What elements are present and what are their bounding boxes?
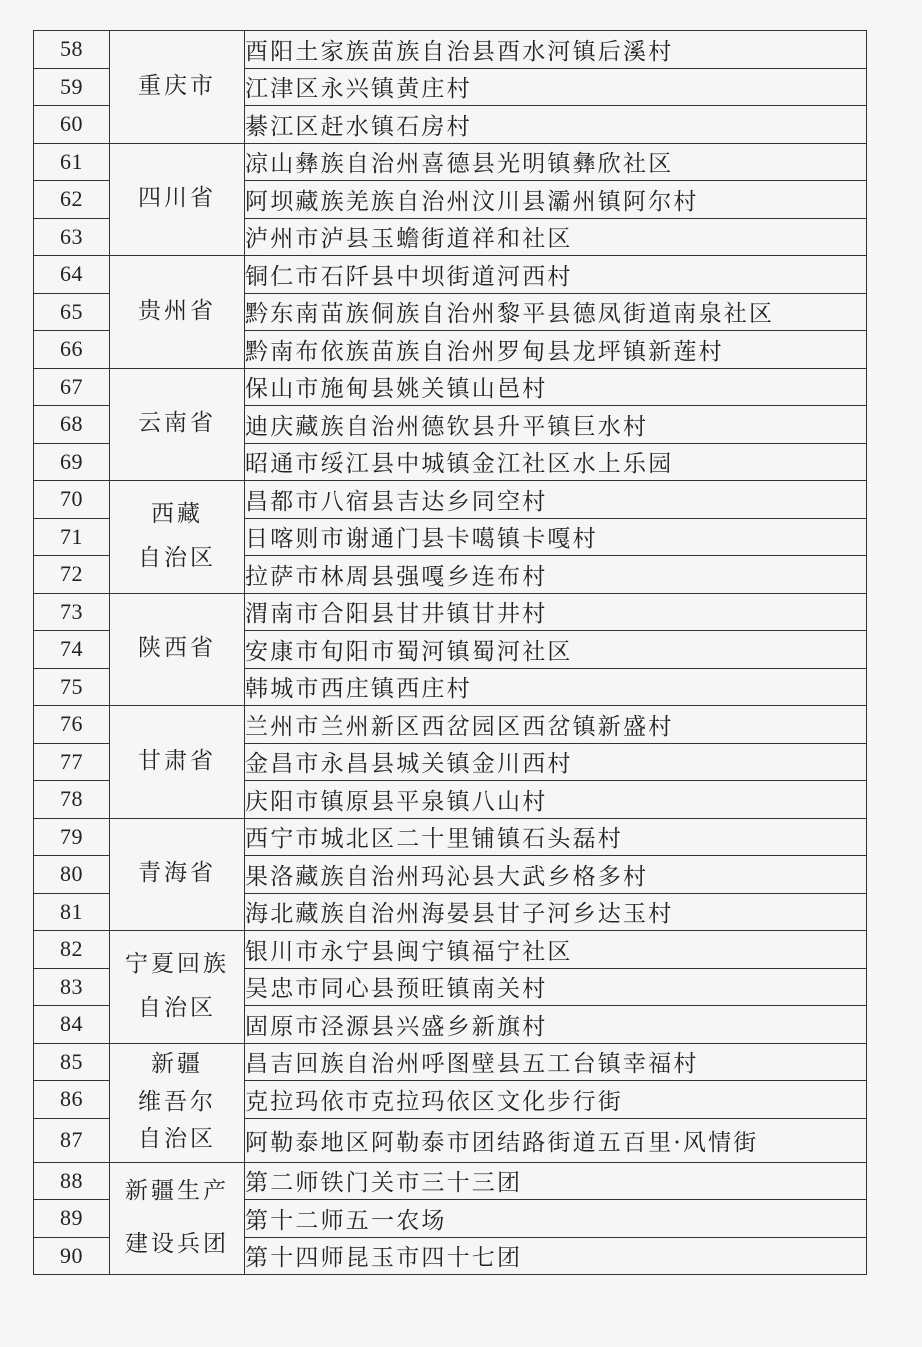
row-number: 77	[34, 743, 110, 781]
unit-name: 西宁市城北区二十里铺镇石头磊村	[245, 818, 867, 856]
province-name: 陕西省	[138, 635, 216, 662]
unit-name: 拉萨市林周县强嘎乡连布村	[245, 556, 867, 594]
province-name: 甘肃省	[138, 747, 216, 774]
table-row	[34, 31, 867, 69]
province-cell	[110, 481, 245, 594]
unit-name: 阿坝藏族羌族自治州汶川县灞州镇阿尔村	[245, 181, 867, 219]
table-row	[34, 593, 867, 631]
unit-name: 吴忠市同心县预旺镇南关村	[245, 968, 867, 1006]
row-number: 86	[34, 1081, 110, 1119]
row-number: 59	[34, 68, 110, 106]
province-name-line: 宁夏回族	[125, 951, 229, 978]
unit-name: 日喀则市谢通门县卡噶镇卡嘎村	[245, 518, 867, 556]
table-row	[34, 143, 867, 181]
province-name-line: 建设兵团	[125, 1231, 229, 1258]
unit-name: 银川市永宁县闽宁镇福宁社区	[245, 931, 867, 969]
unit-name: 昌吉回族自治州呼图壁县五工台镇幸福村	[245, 1043, 867, 1081]
unit-name: 昌都市八宿县吉达乡同空村	[245, 481, 867, 519]
unit-name: 固原市泾源县兴盛乡新旗村	[245, 1006, 867, 1044]
row-number: 62	[34, 181, 110, 219]
row-number: 58	[34, 31, 110, 69]
row-number: 70	[34, 481, 110, 519]
unit-name: 韩城市西庄镇西庄村	[245, 668, 867, 706]
province-name-line: 自治区	[138, 544, 216, 571]
row-number: 67	[34, 368, 110, 406]
row-number: 74	[34, 631, 110, 669]
province-name: 重庆市	[138, 72, 216, 99]
row-number: 66	[34, 331, 110, 369]
row-number: 81	[34, 893, 110, 931]
row-number: 88	[34, 1162, 110, 1200]
unit-name: 金昌市永昌县城关镇金川西村	[245, 743, 867, 781]
province-name-line: 新疆生产	[125, 1178, 229, 1205]
row-number: 87	[34, 1118, 110, 1162]
province-name-line: 西藏	[151, 501, 203, 528]
unit-name: 泸州市泸县玉蟾街道祥和社区	[245, 218, 867, 256]
row-number: 71	[34, 518, 110, 556]
province-cell	[110, 256, 245, 369]
row-number: 83	[34, 968, 110, 1006]
province-cell	[110, 818, 245, 931]
province-name: 云南省	[138, 410, 216, 437]
row-number: 61	[34, 143, 110, 181]
village-list-table	[33, 30, 867, 1275]
unit-name: 庆阳市镇原县平泉镇八山村	[245, 781, 867, 819]
unit-name: 克拉玛依市克拉玛依区文化步行街	[245, 1081, 867, 1119]
unit-name: 黔东南苗族侗族自治州黎平县德凤街道南泉社区	[245, 293, 867, 331]
row-number: 80	[34, 856, 110, 894]
row-number: 89	[34, 1200, 110, 1238]
row-number: 82	[34, 931, 110, 969]
province-name-line: 维吾尔	[138, 1088, 216, 1115]
table-row	[34, 706, 867, 744]
unit-name: 凉山彝族自治州喜德县光明镇彝欣社区	[245, 143, 867, 181]
table-row	[34, 1043, 867, 1081]
row-number: 76	[34, 706, 110, 744]
province-cell	[110, 143, 245, 256]
row-number: 65	[34, 293, 110, 331]
province-name-line: 自治区	[138, 994, 216, 1021]
row-number: 84	[34, 1006, 110, 1044]
province-cell	[110, 593, 245, 706]
row-number: 78	[34, 781, 110, 819]
unit-name: 阿勒泰地区阿勒泰市团结路街道五百里·风情街	[245, 1118, 867, 1162]
table-row	[34, 368, 867, 406]
unit-name: 海北藏族自治州海晏县甘子河乡达玉村	[245, 893, 867, 931]
province-name-line: 自治区	[138, 1126, 216, 1153]
row-number: 64	[34, 256, 110, 294]
row-number: 63	[34, 218, 110, 256]
province-cell	[110, 931, 245, 1044]
row-number: 79	[34, 818, 110, 856]
row-number: 73	[34, 593, 110, 631]
unit-name: 第二师铁门关市三十三团	[245, 1162, 867, 1200]
unit-name: 兰州市兰州新区西岔园区西岔镇新盛村	[245, 706, 867, 744]
unit-name: 第十四师昆玉市四十七团	[245, 1237, 867, 1275]
row-number: 75	[34, 668, 110, 706]
table-row	[34, 1162, 867, 1200]
unit-name: 第十二师五一农场	[245, 1200, 867, 1238]
province-name: 贵州省	[138, 297, 216, 324]
table-row	[34, 256, 867, 294]
unit-name: 迪庆藏族自治州德钦县升平镇巨水村	[245, 406, 867, 444]
unit-name: 昭通市绥江县中城镇金江社区水上乐园	[245, 443, 867, 481]
row-number: 60	[34, 106, 110, 144]
province-cell	[110, 368, 245, 481]
unit-name: 保山市施甸县姚关镇山邑村	[245, 368, 867, 406]
row-number: 90	[34, 1237, 110, 1275]
unit-name: 酉阳土家族苗族自治县酉水河镇后溪村	[245, 31, 867, 69]
table-row	[34, 481, 867, 519]
province-name: 四川省	[138, 185, 216, 212]
province-name: 青海省	[138, 860, 216, 887]
unit-name: 江津区永兴镇黄庄村	[245, 68, 867, 106]
province-cell	[110, 31, 245, 144]
unit-name: 果洛藏族自治州玛沁县大武乡格多村	[245, 856, 867, 894]
province-name-line: 新疆	[151, 1050, 203, 1077]
row-number: 72	[34, 556, 110, 594]
unit-name: 铜仁市石阡县中坝街道河西村	[245, 256, 867, 294]
province-cell	[110, 1162, 245, 1275]
table-row	[34, 818, 867, 856]
table-row	[34, 931, 867, 969]
unit-name: 黔南布依族苗族自治州罗甸县龙坪镇新莲村	[245, 331, 867, 369]
row-number: 69	[34, 443, 110, 481]
province-cell	[110, 1043, 245, 1162]
row-number: 85	[34, 1043, 110, 1081]
province-cell	[110, 706, 245, 819]
unit-name: 安康市旬阳市蜀河镇蜀河社区	[245, 631, 867, 669]
unit-name: 渭南市合阳县甘井镇甘井村	[245, 593, 867, 631]
unit-name: 綦江区赶水镇石房村	[245, 106, 867, 144]
row-number: 68	[34, 406, 110, 444]
